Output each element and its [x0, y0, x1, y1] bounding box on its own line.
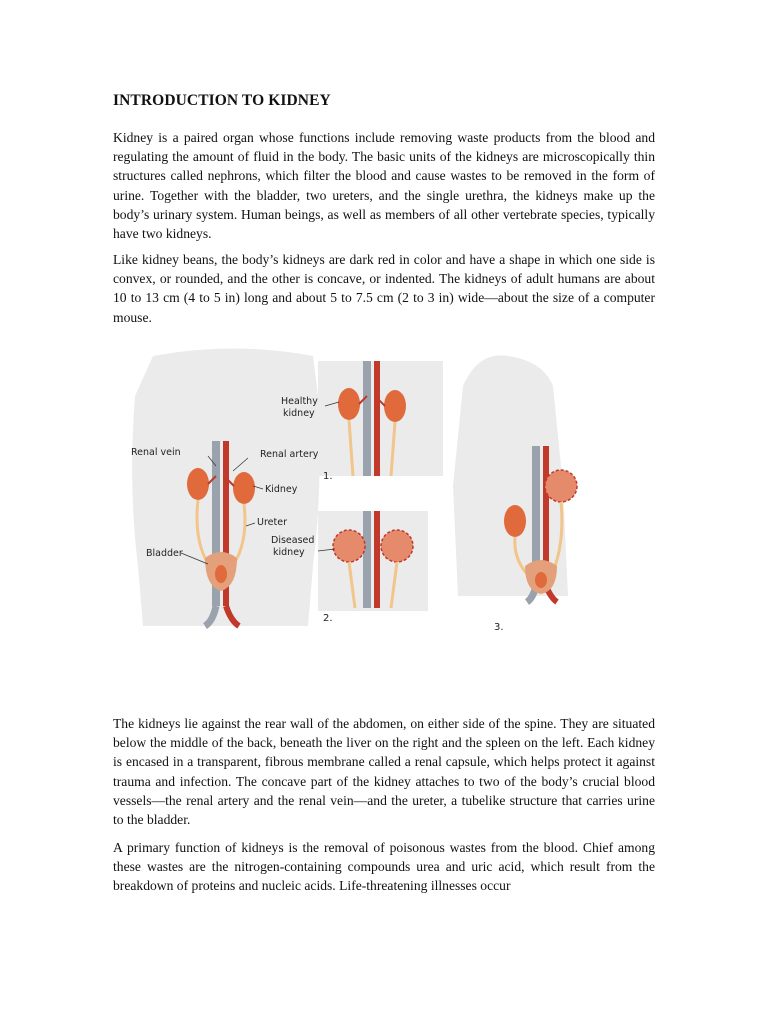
paragraph-function: A primary function of kidneys is the removal of poisonous wastes from the blood. Chief among these wastes are the nitrogen-containing compounds urea and uric acid, which result from the breakdown of proteins and nucleic acids. Life-threatening illnesses occur: [113, 840, 655, 894]
kidney-diseased-left: [333, 530, 365, 562]
label-kidney: Kidney: [265, 484, 298, 495]
label-renal-vein: Renal vein: [131, 447, 181, 458]
kidney-diagram-svg: [113, 336, 635, 698]
figure-number-3: 3.: [494, 622, 504, 633]
label-healthy-line2: kidney: [283, 408, 315, 419]
kidney-right-healthy: [384, 390, 406, 422]
paragraph-location: The kidneys lie against the rear wall of the abdomen, on either side of the spine. They are situated below the middle of the back, beneath the liver on the right and the spleen on the left. Each kidney is encased in a transparent, fibrous membrane called a renal capsule, which helps protect it against trauma and infection. The concave part of the kidney attaches to two of the body’s crucial blood vessels—the renal artery and the renal vein—and the ureter, a tubelike structure that carries urine to the bladder.: [113, 716, 655, 828]
kidney-illustration: [113, 336, 635, 698]
kidney-right-1: [233, 472, 255, 504]
kidney-diseased-3: [545, 470, 577, 502]
document-title: INTRODUCTION TO KIDNEY: [113, 92, 331, 109]
kidney-healthy-3: [504, 505, 526, 537]
figure-number-2: 2.: [323, 613, 333, 624]
paragraph-intro: Kidney is a paired organ whose functions include removing waste products from the blood and regulating the amount of fluid in the body. The basic units of the kidneys are microscopically thin structures called nephrons, which filter the blood and cause wastes to be removed in the form of urine. Together with the bladder, two ureters, and the single urethra, the kidneys make up the body’s urinary system. Human beings, as well as members of all other vertebrate species, typically have two kidneys.: [113, 130, 655, 242]
kidney-diseased-right: [381, 530, 413, 562]
label-ureter: Ureter: [257, 517, 287, 528]
paragraph-shape: Like kidney beans, the body’s kidneys are dark red in color and have a shape in which one side is convex, or rounded, and the other is concave, or indented. The kidneys of adult humans are about 10 to 13 cm (4 to 5 in) long and about 5 to 7.5 cm (2 to 3 in) wide—about the size of a computer mouse.: [113, 252, 655, 325]
label-bladder: Bladder: [146, 548, 183, 559]
kidney-left-1: [187, 468, 209, 500]
label-diseased-line1: Diseased: [271, 535, 315, 546]
kidney-left-healthy: [338, 388, 360, 420]
label-diseased-line2: kidney: [273, 547, 305, 558]
label-healthy-line1: Healthy: [281, 396, 318, 407]
torso-silhouette-middle-bottom: [318, 511, 428, 611]
figure-number-1: 1.: [323, 471, 333, 482]
label-renal-artery: Renal artery: [260, 449, 319, 460]
torso-silhouette-middle-top: [318, 361, 443, 476]
